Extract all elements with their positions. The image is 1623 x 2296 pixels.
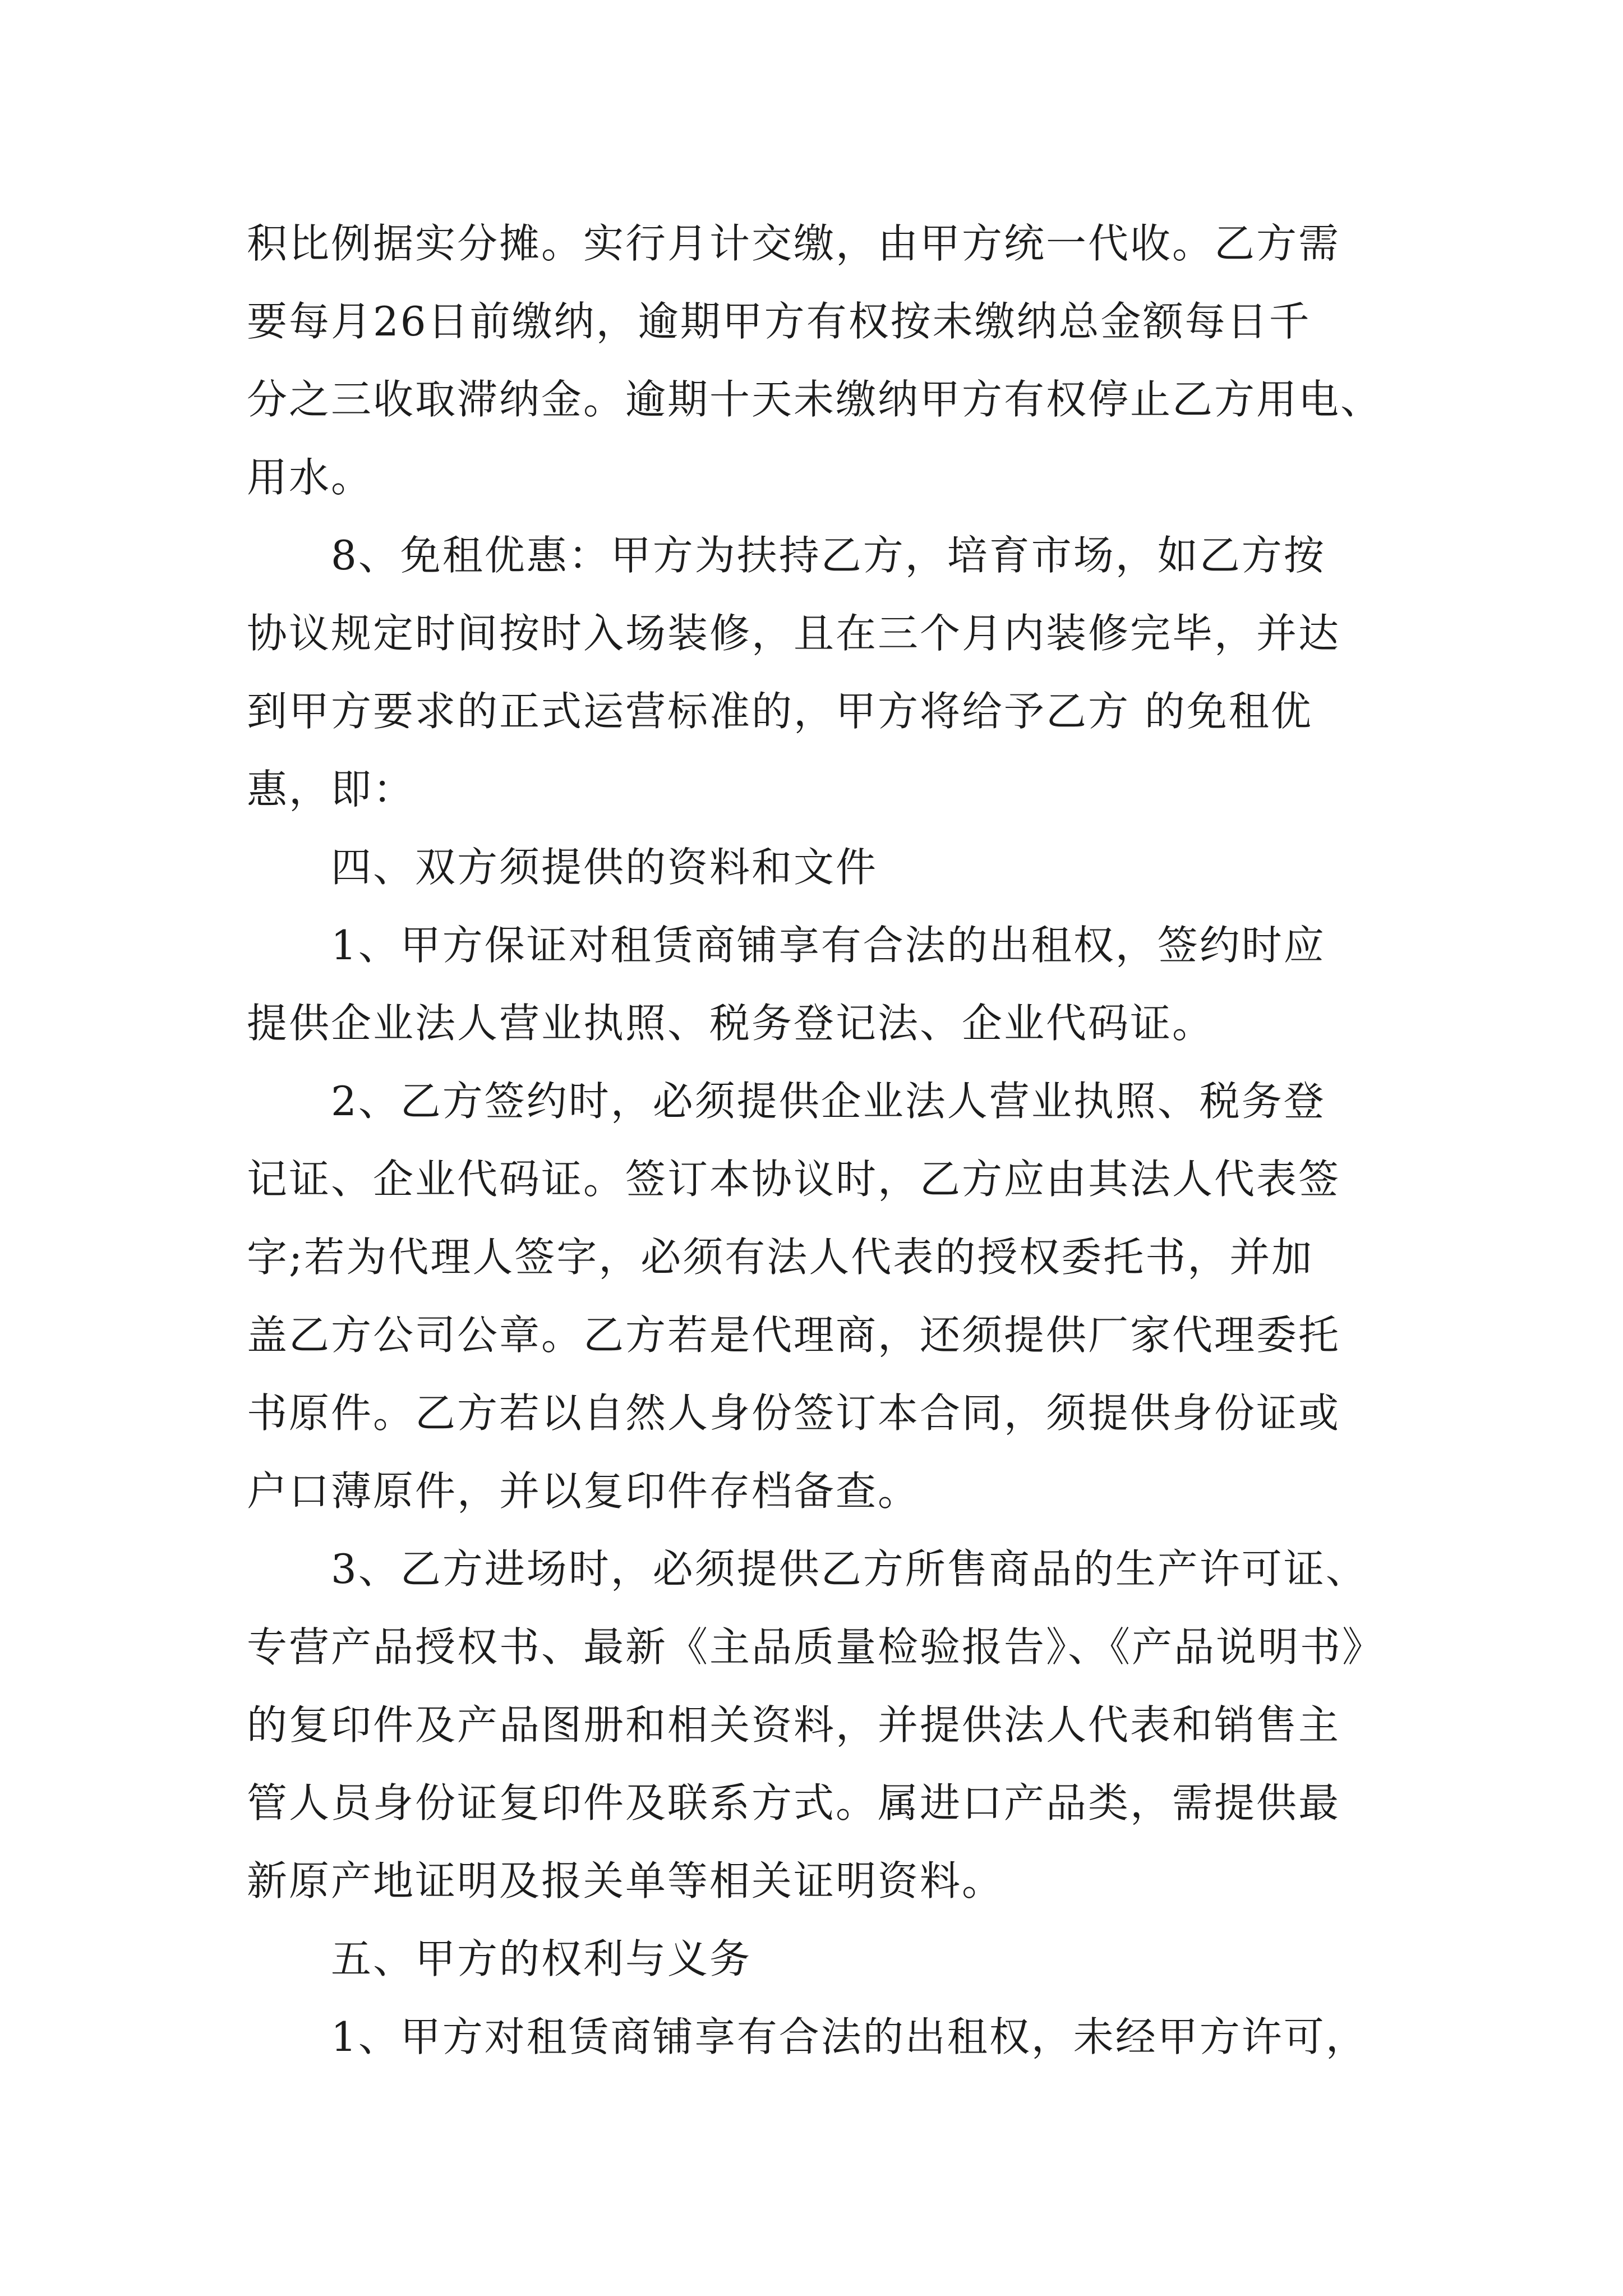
text-line-17: 户口薄原件，并以复印件存档备查。 — [247, 1467, 920, 1515]
text-line-10: 1、甲方保证对租赁商铺享有合法的出租权，签约时应 — [331, 922, 1326, 969]
text-line-14: 字;若为代理人签字，必须有法人代表的授权委托书，并加 — [247, 1234, 1314, 1281]
text-line-6: 协议规定时间按时入场装修，且在三个月内装修完毕，并达 — [247, 610, 1341, 657]
section-heading-5: 五、甲方的权利与义务 — [331, 1935, 752, 1982]
text-line-19: 专营产品授权书、最新《主品质量检验报告》、《产品说明书》 — [247, 1623, 1385, 1671]
text-line-12: 2、乙方签约时，必须提供企业法人营业执照、税务登 — [331, 1078, 1326, 1125]
text-line-24: 1、甲方对租赁商铺享有合法的出租权，未经甲方许可， — [331, 2013, 1368, 2060]
text-line-1: 积比例据实分摊。实行月计交缴，由甲方统一代收。乙方需 — [247, 220, 1341, 267]
text-line-13: 记证、企业代码证。签订本协议时，乙方应由其法人代表签 — [247, 1156, 1341, 1203]
text-line-21: 管人员身份证复印件及联系方式。属进口产品类，需提供最 — [247, 1779, 1341, 1826]
text-line-22: 新原产地证明及报关单等相关证明资料。 — [247, 1857, 1004, 1904]
text-line-20: 的复印件及产品图册和相关资料，并提供法人代表和销售主 — [247, 1701, 1341, 1749]
text-line-8: 惠，即： — [247, 766, 416, 813]
text-line-4: 用水。 — [247, 454, 374, 501]
section-heading-4: 四、双方须提供的资料和文件 — [331, 844, 878, 891]
text-line-16: 书原件。乙方若以自然人身份签订本合同，须提供身份证或 — [247, 1389, 1341, 1437]
document-body — [247, 205, 1458, 2076]
text-line-2: 要每月26日前缴纳，逾期甲方有权按未缴纳总金额每日千 — [247, 298, 1311, 345]
text-line-5: 8、免租优惠：甲方为扶持乙方，培育市场，如乙方按 — [331, 532, 1326, 579]
text-line-11: 提供企业法人营业执照、税务登记法、企业代码证。 — [247, 1000, 1215, 1047]
text-line-3: 分之三收取滞纳金。逾期十天未缴纳甲方有权停止乙方用电、 — [247, 376, 1383, 423]
text-line-7: 到甲方要求的正式运营标准的，甲方将给予乙方 的免租优 — [247, 688, 1313, 735]
text-line-15: 盖乙方公司公章。乙方若是代理商，还须提供厂家代理委托 — [247, 1312, 1341, 1359]
text-line-18: 3、乙方进场时，必须提供乙方所售商品的生产许可证、 — [331, 1545, 1368, 1593]
